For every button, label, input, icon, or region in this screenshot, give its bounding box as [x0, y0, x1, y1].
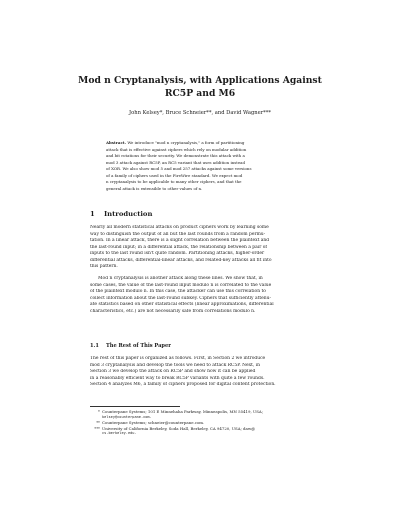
body-line: Section 3 we develop the attack on RC5P and show how it can be applied	[90, 369, 256, 375]
body-line: collect information about the last-round subkey. Ciphers that sufficiently attenu-	[90, 295, 272, 301]
subsection-heading-rest-of-paper	[90, 343, 171, 350]
body-line: mod 3 cryptanalysis and develop the tools we need to attack RC5P. Next, in	[90, 362, 261, 368]
intro-paragraph-1	[90, 225, 310, 271]
body-line: Section 4 analyzes M6, a family of ciphers proposed for digital content protection.	[90, 382, 276, 388]
intro-paragraph-2	[90, 276, 310, 315]
abstract-line-6: of a family of ciphers used in the FireWire standard. We expect mod	[106, 172, 243, 178]
body-line: Nearly all modern statistical attacks on product ciphers work by learning some	[90, 225, 269, 230]
body-line: this pattern.	[90, 264, 118, 270]
subsection-number: 1.1	[90, 343, 99, 349]
body-line: Mod n cryptanalysis is another attack along these lines. We show that, in	[98, 276, 263, 281]
footnote-3-email: cs.berkeley.edu.	[102, 431, 137, 435]
section-number: 1	[90, 210, 95, 218]
body-line: tation. In a linear attack, there is a slight correlation between the plaintext and	[90, 238, 270, 244]
abstract	[106, 140, 294, 192]
body-line: some cases, the value of the last-round input modulo n is correlated to the value	[90, 282, 272, 288]
body-line: characteristics, etc.) are not necessarily safe from correlations modulo n.	[90, 308, 256, 314]
section-heading-introduction	[90, 210, 152, 219]
footnote-text: University of California Berkeley, Soda Hall, Berkeley, CA 94720, USA; daw@	[102, 425, 256, 431]
title-line-2: RC5P and M6	[164, 88, 236, 99]
title-line-1: Mod n Cryptanalysis, with Applications Against	[78, 75, 322, 86]
body-line: the last-round input; in a differential attack, the relationship between a pair of	[90, 244, 268, 250]
footnote-1-email: kelsey@counterpane.com.	[102, 414, 152, 419]
abstract-line-7: n cryptanalysis to be applicable to many other ciphers, and that the	[106, 179, 242, 185]
body-line: The rest of this paper is organized as follows. First, in Section 2 we introduce	[90, 356, 266, 361]
abstract-line-3: and bit rotations for their security. We demonstrate this attack with a	[106, 153, 245, 159]
body-line: differential attacks, differential-linear attacks, and related-key attacks all fit into	[90, 257, 272, 263]
footnote-mark: **	[96, 420, 100, 425]
body-line: in a reasonably efficient way to break RC5P variants with quite a few rounds.	[90, 375, 265, 381]
footnote-mark: ***	[94, 425, 100, 431]
section-title: Introduction	[104, 210, 153, 218]
abstract-label: Abstract.	[106, 140, 127, 145]
rest-of-paper-paragraph	[90, 356, 310, 389]
abstract-line-2: attack that is effective against ciphers which rely on modular addition	[106, 146, 247, 152]
subsection-title: The Rest of This Paper	[106, 343, 171, 349]
abstract-line-8: general attack is extensible to other values of n.	[106, 185, 203, 191]
body-line: inputs to the last round isn't quite random. Partitioning attacks, higher-order	[90, 251, 265, 257]
footnote-rule	[90, 406, 180, 407]
body-line: of the plaintext modulo n. In this case, the attacker can use this correlation to	[90, 289, 266, 295]
footnote-mark: *	[98, 409, 100, 414]
body-line: ate statistics based on other statistical effects (linear approximations, differential	[90, 302, 274, 308]
body-line: way to distinguish the output of all but the last rounds from a random permu-	[90, 231, 266, 237]
paper-title	[60, 74, 340, 100]
abstract-line-4: mod 3 attack against RC5P, an RC5 variant that uses addition instead	[106, 159, 246, 165]
footnote-text: Counterpane Systems; schneier@counterpane.com.	[102, 420, 205, 425]
footnote-text: Counterpane Systems; 101 E Minnehaha Parkway, Minneapolis, MN 55419, USA;	[102, 409, 264, 414]
abstract-line-5: of XOR. We also show mod 5 and mod 257 attacks against some versions	[106, 166, 252, 172]
author-list: John Kelsey*, Bruce Schneier**, and David Wagner***	[129, 110, 271, 116]
abstract-line-1: We introduce "mod n cryptanalysis," a form of partitioning	[126, 140, 245, 145]
footnotes	[90, 409, 314, 437]
